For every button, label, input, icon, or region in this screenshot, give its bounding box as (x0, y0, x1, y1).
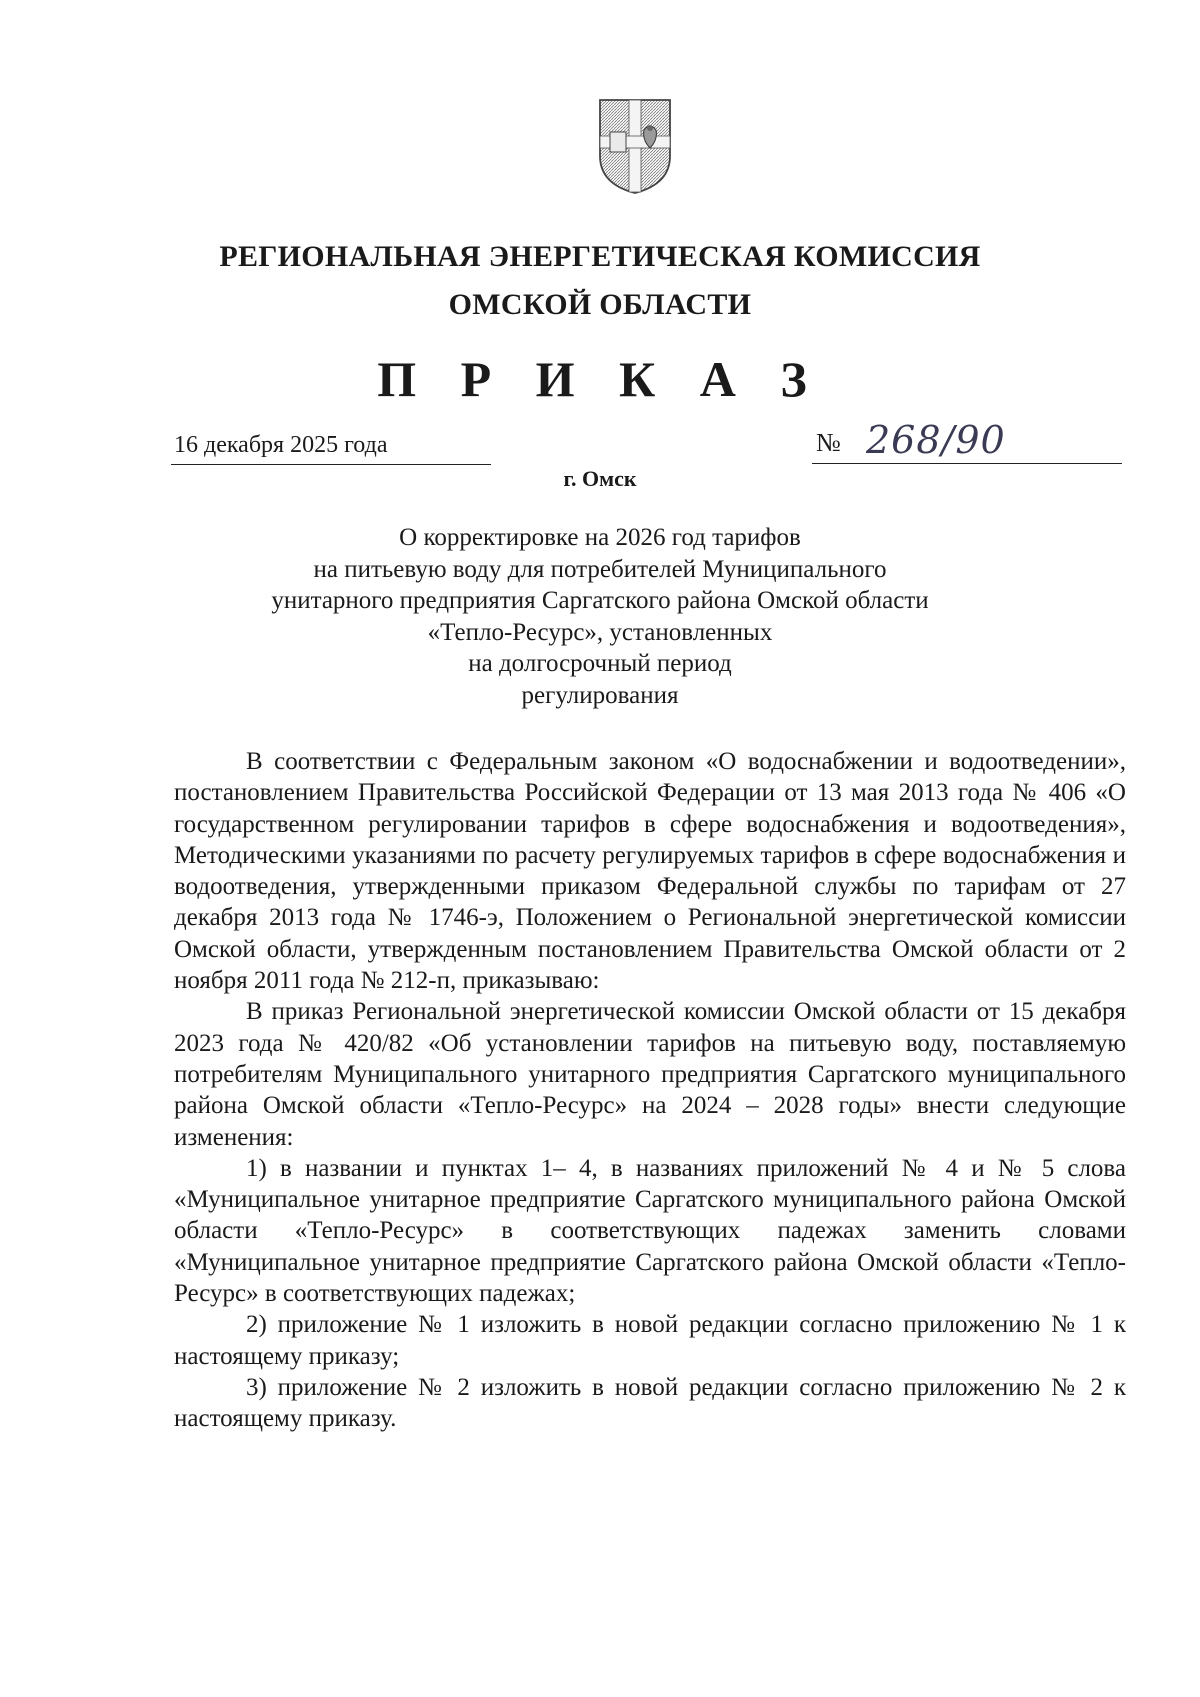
document-subject (170, 522, 1030, 711)
document-type-title: П Р И К А З (377, 351, 823, 407)
subject-line: на питьевую воду для потребителей Муниципального (313, 555, 887, 583)
document-body (174, 746, 1126, 1435)
document-city: г. Омск (563, 466, 637, 491)
subject-line: О корректировке на 2026 год тарифов (399, 524, 801, 551)
subject-line: унитарного предприятия Саргатского района Омской области (271, 587, 929, 614)
subject-line: «Тепло-Ресурс», установленных (427, 618, 773, 646)
body-paragraph-preamble: В соответствии с Федеральным законом «О водоснабжении и водоотведении», постановлением Правительства Российской Федерации от 13 мая 2013 года № 406 «О государственном регулировании тарифов в сфере водоснабжения и водоотведения», Методическими указаниями по расчету регулируемых тарифов в сфере водоснабжения и водоотведения, утвержденными приказом Федеральной службы по тарифам от 27 декабря 2013 года № 1746-э, Положением о Региональной энергетической комиссии Омской области, утвержденным постановлением Правительства Омской области от 2 ноября 2011 года № 212-п, приказываю: (174, 748, 1126, 995)
organization-name: РЕГИОНАЛЬНАЯ ЭНЕРГЕТИЧЕСКАЯ КОМИССИЯ (219, 240, 981, 273)
document-date: 16 декабря 2025 года (174, 432, 388, 458)
body-paragraph-item-1: 1) в названии и пунктах 1– 4, в названиях приложений № 4 и № 5 слова «Муниципальное унитарное предприятие Саргатского муниципального района Омской области «Тепло-Ресурс» в соответствующих падежах заменить словами «Муниципальное унитарное предприятие Саргатского района Омской области «Тепло-Ресурс» в соответствующих падежах; (174, 1154, 1126, 1308)
subject-line: на долгосрочный период (468, 650, 732, 677)
number-label: № (816, 428, 841, 457)
body-paragraph-item-2: 2) приложение № 1 изложить в новой редакции согласно приложению № 1 к настоящему приказу; (174, 1311, 1126, 1370)
coat-of-arms-icon (596, 96, 674, 196)
number-underline (812, 463, 1122, 464)
body-paragraph-amendment: В приказ Региональной энергетической комиссии Омской области от 15 декабря 2023 года № 420/82 «Об установлении тарифов на питьевую воду, поставляемую потребителям Муниципального унитарного предприятия Саргатского муниципального района Омской области «Тепло-Ресурс» на 2024 – 2028 годы» внести следующие изменения: (174, 998, 1126, 1151)
subject-line: регулирования (521, 681, 679, 709)
document-number-handwritten: 268/90 (866, 418, 1006, 462)
body-paragraph-item-3: 3) приложение № 2 изложить в новой редакции согласно приложению № 2 к настоящему приказу. (174, 1373, 1126, 1433)
date-underline (171, 464, 491, 465)
organization-region: ОМСКОЙ ОБЛАСТИ (448, 288, 752, 321)
